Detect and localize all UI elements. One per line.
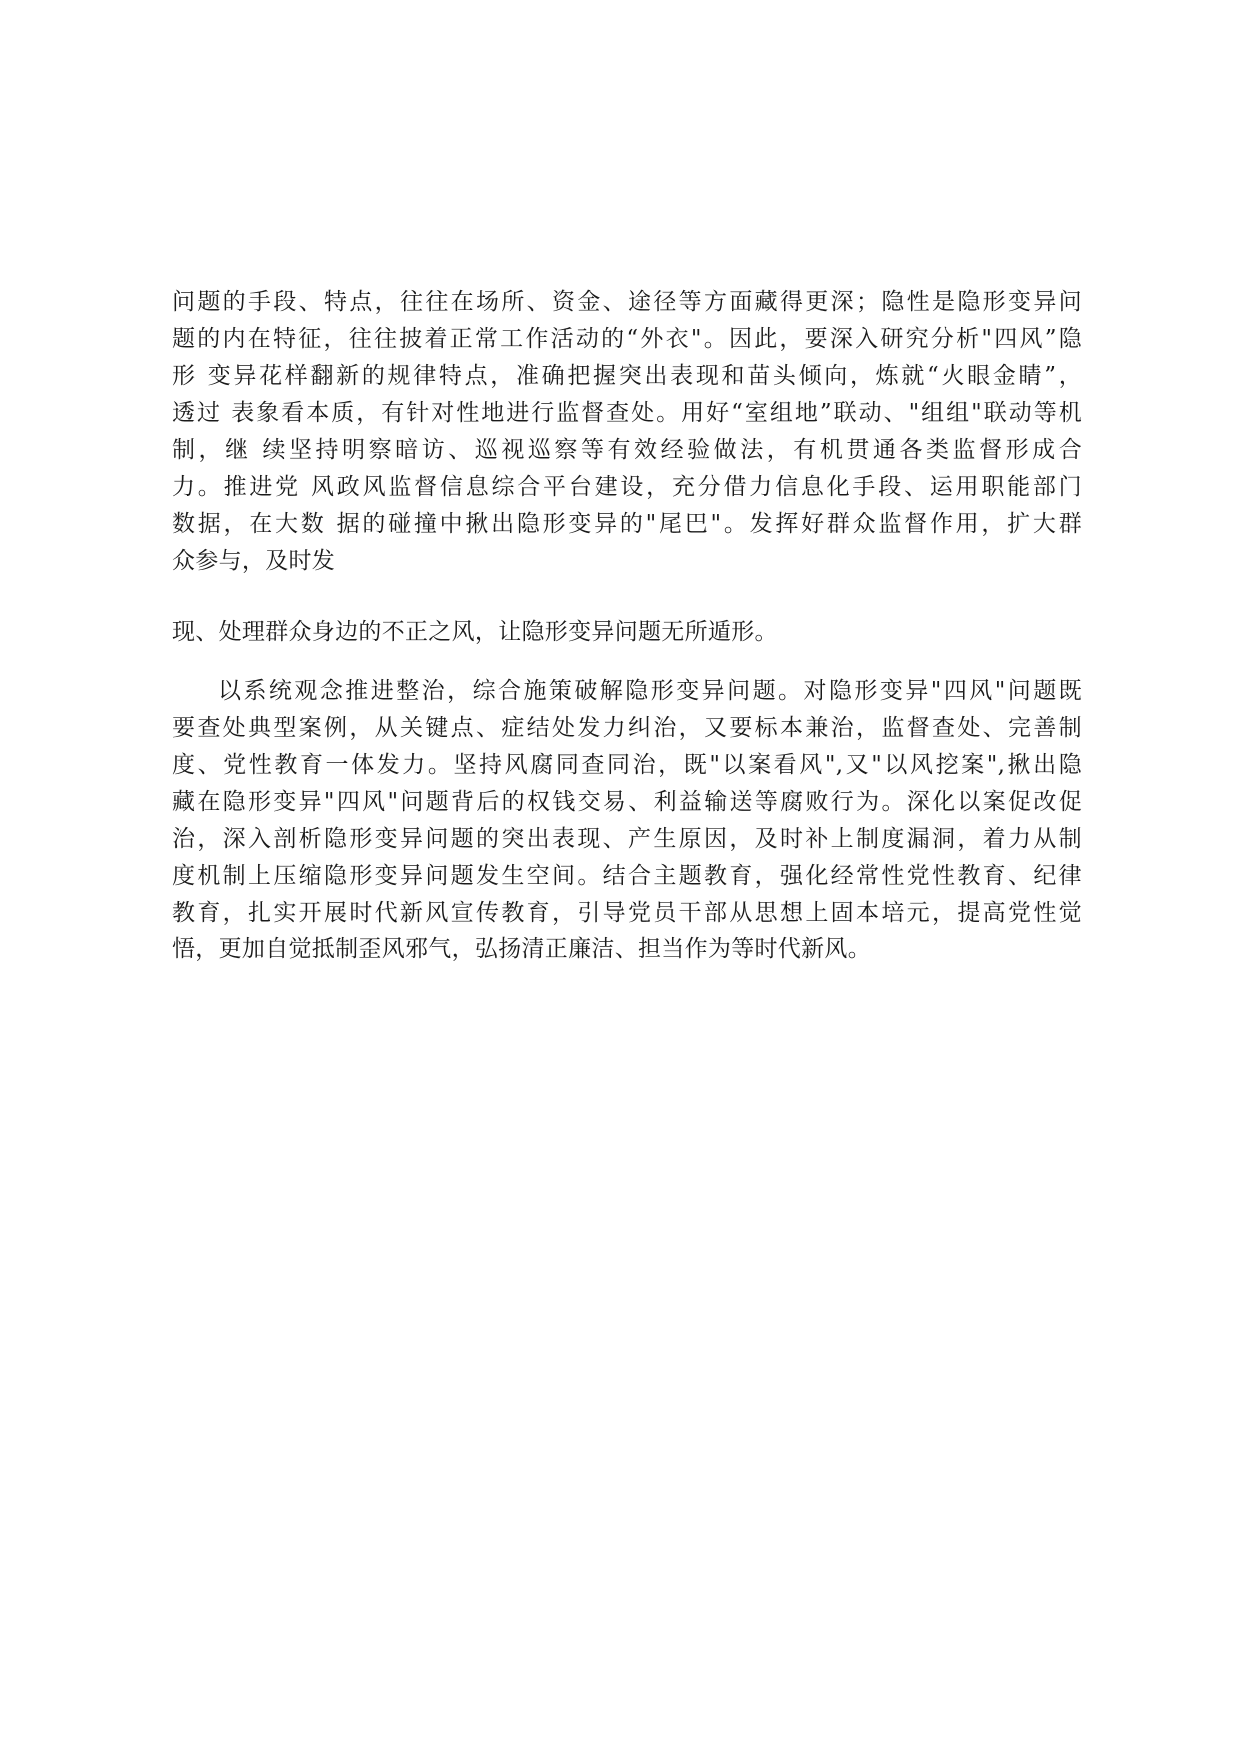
paragraph-line: 治，深入剖析隐形变异问题的突出表现、产生原因，及时补上制度漏洞，着力从制 [172, 826, 1082, 852]
paragraph-line: 现、处理群众身边的不正之风，让隐形变异问题无所遁形。 [172, 619, 778, 645]
paragraph-line: 形 变异花样翻新的规律特点，准确把握突出表现和苗头倾向，炼就“火眼金睛”， [172, 363, 1082, 389]
paragraph-1 [172, 284, 1082, 580]
paragraph-line: 制，继 续坚持明察暗访、巡视巡察等有效经验做法，有机贯通各类监督形成合 [172, 437, 1082, 463]
paragraph-line: 藏在隐形变异"四风"问题背后的权钱交易、利益输送等腐败行为。深化以案促改促 [172, 789, 1082, 815]
paragraph-line: 悟，更加自觉抵制歪风邪气，弘扬清正廉洁、担当作为等时代新风。 [172, 936, 871, 962]
paragraph-2 [172, 673, 1082, 932]
paragraph-line: 众参与，及时发 [172, 548, 336, 574]
paragraph-1-continued [172, 614, 1082, 651]
paragraph-line: 力。推进党 风政风监督信息综合平台建设，充分借力信息化手段、运用职能部门 [172, 474, 1082, 500]
paragraph-line: 问题的手段、特点，往往在场所、资金、途径等方面藏得更深；隐性是隐形变异问 [172, 289, 1082, 315]
paragraph-line: 教育，扎实开展时代新风宣传教育，引导党员干部从思想上固本培元，提高党性觉 [172, 900, 1082, 926]
paragraph-line: 数据，在大数 据的碰撞中揪出隐形变异的"尾巴"。发挥好群众监督作用，扩大群 [172, 511, 1082, 537]
paragraph-line: 要查处典型案例，从关键点、症结处发力纠治，又要标本兼治，监督查处、完善制 [172, 715, 1082, 741]
paragraph-line: 度、党性教育一体发力。坚持风腐同查同治，既"以案看风",又"以风挖案",揪出隐 [172, 752, 1082, 778]
paragraph-line: 透过 表象看本质，有针对性地进行监督查处。用好“室组地”联动、"组组"联动等机 [172, 400, 1082, 426]
paragraph-line: 以系统观念推进整治，综合施策破解隐形变异问题。对隐形变异"四风"问题既 [218, 678, 1082, 704]
paragraph-line: 题的内在特征，往往披着正常工作活动的“外衣"。因此，要深入研究分析"四风”隐 [172, 326, 1082, 352]
paragraph-line: 度机制上压缩隐形变异问题发生空间。结合主题教育，强化经常性党性教育、纪律 [172, 863, 1082, 889]
paragraph-2-last-line [172, 931, 1082, 968]
